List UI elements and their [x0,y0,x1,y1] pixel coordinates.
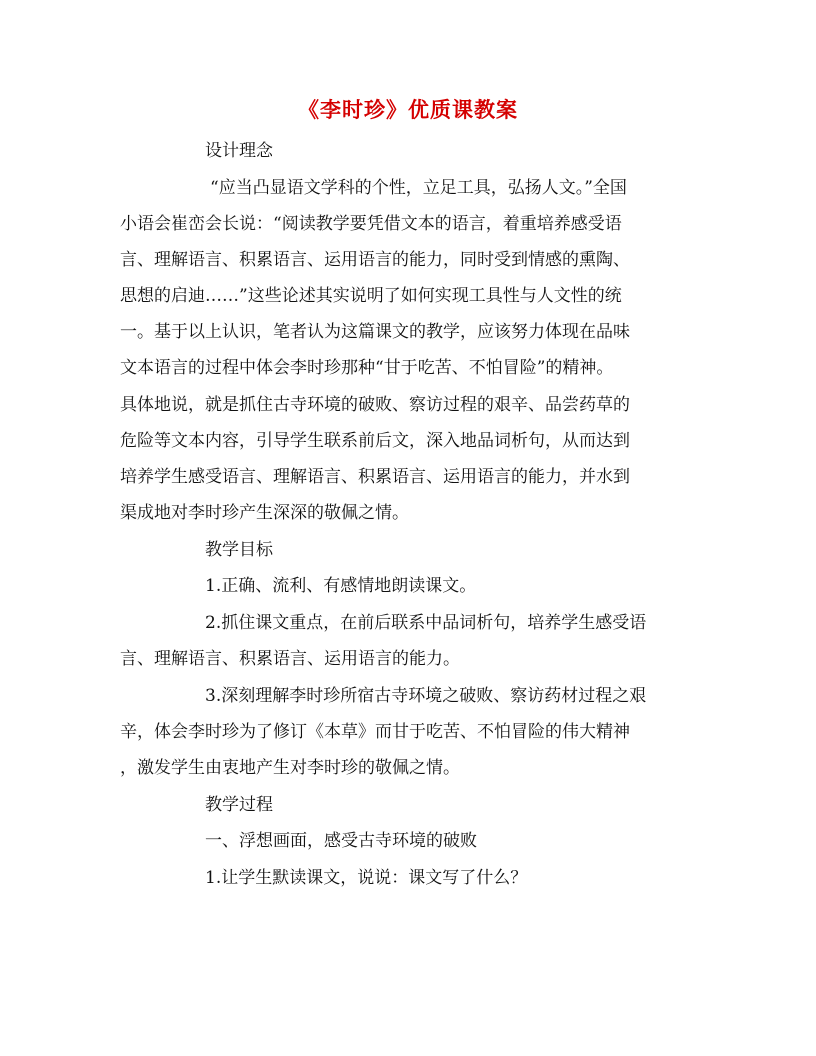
paragraph-line: 思想的启迪……”这些论述其实说明了如何实现工具性与人文性的统 [120,286,622,306]
paragraph-line: 危险等文本内容，引导学生联系前后文，深入地品词析句，从而达到 [120,431,630,451]
document-title: 《李时珍》优质课教案 [298,97,518,122]
section-heading-design: 设计理念 [205,141,273,161]
paragraph-line: 培养学生感受语言、理解语言、积累语言、运用语言的能力，并水到 [120,467,630,487]
goal-item-1: 1.正确、流利、有感情地朗读课文。 [205,576,477,596]
process-step-1-1: 1.让学生默读课文，说说：课文写了什么？ [205,868,528,888]
paragraph-line: 一。基于以上认识，笔者认为这篇课文的教学，应该努力体现在品味 [120,322,630,342]
paragraph-line: 具体地说，就是抓住古寺环境的破败、察访过程的艰辛、品尝药草的 [120,395,630,415]
paragraph-line: 言、理解语言、积累语言、运用语言的能力，同时受到情感的熏陶、 [120,250,630,270]
goal-item-2-line: 言、理解语言、积累语言、运用语言的能力。 [120,649,460,669]
goal-item-3-line: 辛，体会李时珍为了修订《本草》而甘于吃苦、不怕冒险的伟大精神 [120,722,630,742]
goal-item-3-line: 3.深刻理解李时珍所宿古寺环境之破败、察访药材过程之艰 [205,686,647,706]
paragraph-line: 文本语言的过程中体会李时珍那种“甘于吃苦、不怕冒险”的精神。 [120,358,614,378]
section-heading-goals: 教学目标 [205,540,273,560]
paragraph-line: 小语会崔峦会长说：“阅读教学要凭借文本的语言，着重培养感受语 [120,214,622,234]
goal-item-2-line: 2.抓住课文重点，在前后联系中品词析句，培养学生感受语 [205,613,647,633]
goal-item-3-line: ，激发学生由衷地产生对李时珍的敬佩之情。 [120,758,460,778]
paragraph-line: 渠成地对李时珍产生深深的敬佩之情。 [120,503,409,523]
process-step-1: 一、浮想画面，感受古寺环境的破败 [205,831,477,851]
section-heading-process: 教学过程 [205,795,273,815]
paragraph-line: “应当凸显语文学科的个性，立足工具，弘扬人文。”全国 [210,178,627,198]
